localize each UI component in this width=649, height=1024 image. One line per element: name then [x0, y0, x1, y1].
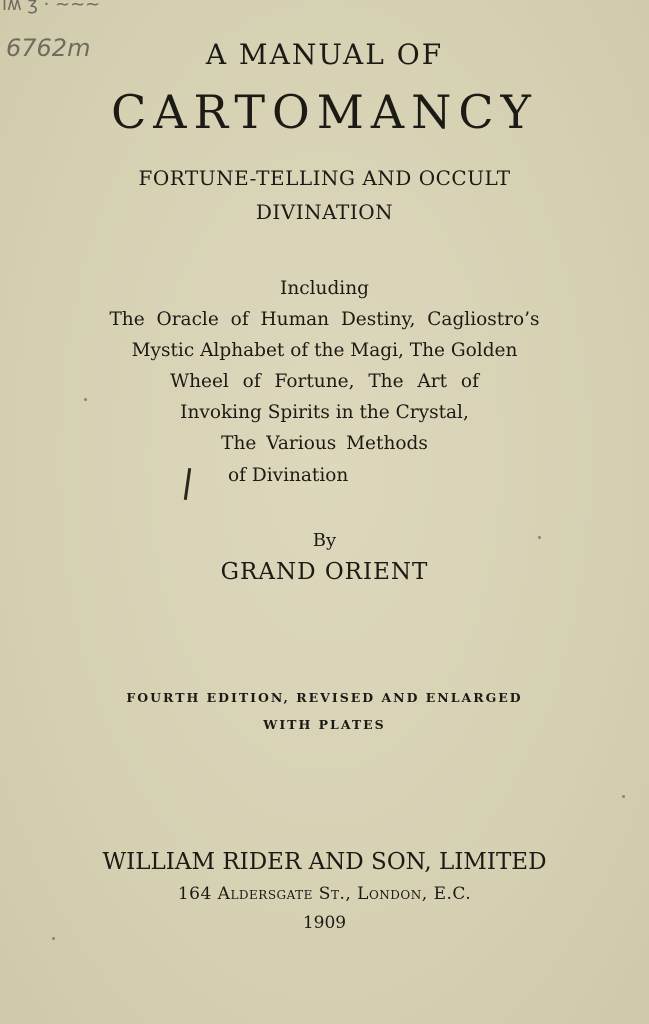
- contents-line: The Various Methods: [221, 433, 428, 454]
- catalog-number: 6762m: [6, 34, 91, 62]
- publisher-name: WILLIAM RIDER AND SON, LIMITED: [102, 849, 547, 875]
- paper-speck: [84, 398, 87, 401]
- contents-heading: Including: [280, 278, 369, 299]
- paper-speck: [538, 536, 541, 539]
- subtitle-line-2: DIVINATION: [255, 200, 394, 224]
- top-scribble: ıʍ ʒ · ~~~: [2, 0, 101, 15]
- edition-line-1: FOURTH EDITION, REVISED AND ENLARGED: [126, 690, 523, 705]
- author-name: GRAND ORIENT: [220, 559, 429, 585]
- paper-speck: [622, 795, 625, 798]
- contents-line: of Divination: [228, 465, 349, 486]
- contents-line: Mystic Alphabet of the Magi, The Golden: [131, 340, 518, 361]
- title-line-1: A MANUAL OF: [205, 38, 444, 71]
- contents-line: Invoking Spirits in the Crystal,: [180, 402, 469, 423]
- contents-line: The Oracle of Human Destiny, Cagliostro’s: [109, 309, 540, 330]
- publisher-address: 164 Aldersgate St., London, E.C.: [177, 884, 472, 904]
- publication-year: 1909: [302, 913, 347, 933]
- by-label: By: [312, 530, 337, 551]
- title-line-2: CARTOMANCY: [111, 85, 538, 139]
- edition-line-2: WITH PLATES: [263, 717, 386, 732]
- pencil-mark: [184, 468, 191, 500]
- contents-line: Wheel of Fortune, The Art of: [170, 371, 479, 392]
- paper-speck: [52, 937, 55, 940]
- subtitle-line-1: FORTUNE-TELLING AND OCCULT: [138, 166, 511, 190]
